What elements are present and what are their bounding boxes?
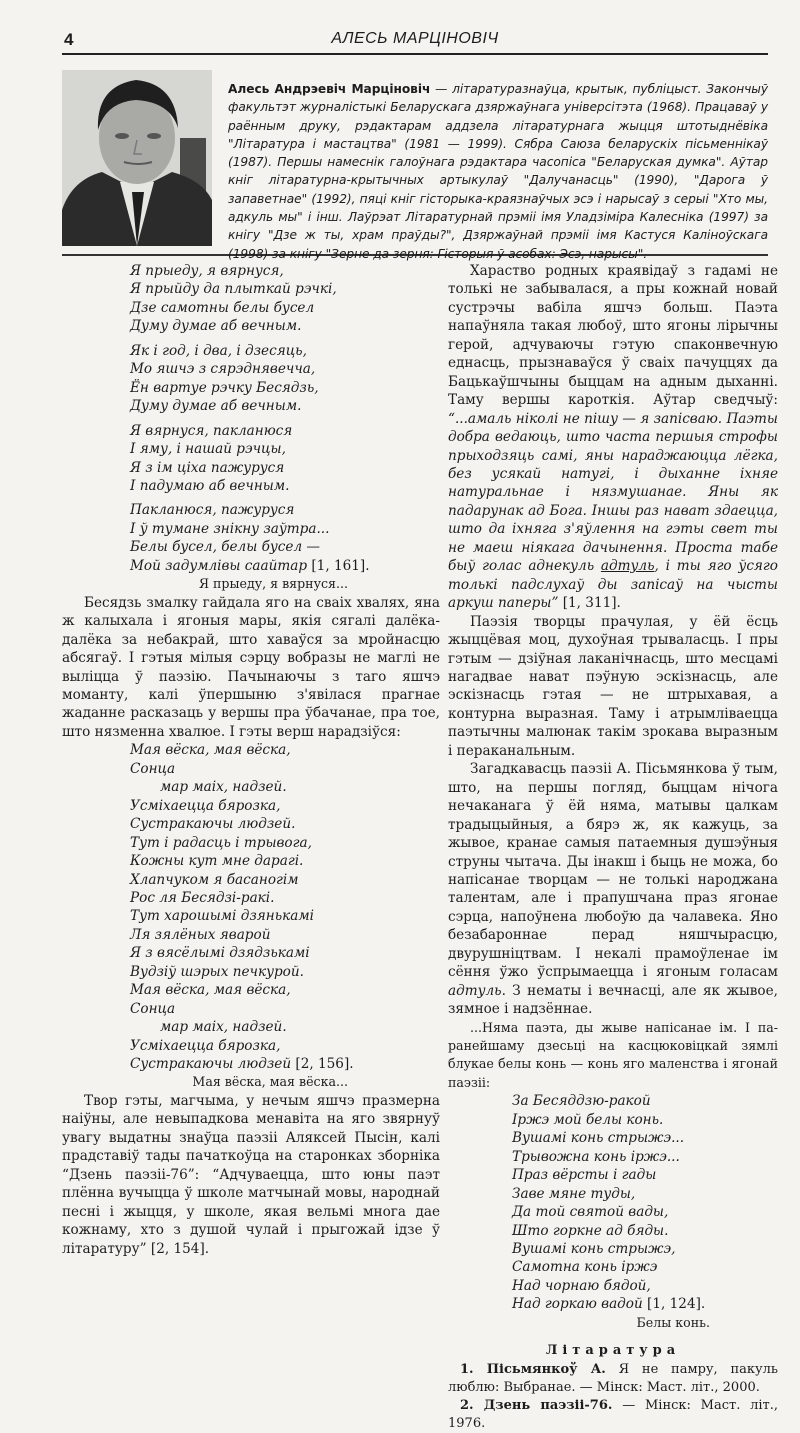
poem-line: Да той святой вады, bbox=[512, 1204, 669, 1221]
poem-line bbox=[512, 1295, 778, 1313]
poem-signature: Белы конь. bbox=[636, 1314, 710, 1330]
poem-line: Праз вёрсты і гады bbox=[512, 1167, 657, 1184]
paragraph-text: Загадкавасць паэзіі А. Пісьмянкова ў тым, што, на першы погляд, быццам нічога нечаканага ў ёй няма, матывы цалкам традыцыйныя, а бярэ ж, як кажуць, за жывое, кранае самыя патаемныя душэўныя струны чытача. Ды інакш і быць не можа, бо напісанае творцам — не толькі народжана талентам, але і прапушчана праз ягонае сэрца, напоўнена любоўю да чалавека. Яно безабароннае перад няшчырасцю, двурушніцтвам. І некалі прамоўленае ім сёння ўжо ўспрымаецца і ягоным голасам bbox=[448, 761, 778, 981]
page-number: 4 bbox=[64, 30, 74, 49]
poem-line: Іржэ мой белы конь. bbox=[512, 1111, 664, 1128]
body-paragraph: Паэзія творцы прачулая, у ёй ёсць жыццёвая моц, духоўная трываласць. І пры гэтым — дзіўная лаканічнасць, што месцамі нагадвае нават пэўную эскізнасць, але эскізнасць гэтая — не штрыхавая, а контурна выразная. Таму і атрымліваецца паэтычны малюнак такім зрокава выразным і пераканальным. bbox=[448, 613, 778, 759]
citation-reference: [1, 124]. bbox=[642, 1296, 706, 1313]
literature-item bbox=[448, 1361, 778, 1397]
poem-line: Сонца bbox=[130, 760, 176, 777]
poem-stanza bbox=[130, 262, 440, 336]
poem-line: Тут і радасць і трывога, bbox=[130, 834, 312, 851]
body-paragraph: ...Няма паэта, ды жыве напісанае ім. І па-ранейшаму дзесьці на касцюковіцкай зямлі блукае белы конь — конь яго маленства і ягонай паэзіі: bbox=[448, 1019, 778, 1090]
poem-maya-vyoska bbox=[62, 741, 440, 1073]
italic-word: адтуль bbox=[448, 982, 502, 999]
poem-line: Самотна конь іржэ bbox=[512, 1259, 658, 1276]
author-bio-description: — літаратуразнаўца, крытык, публіцыст. Закончыў факультэт журналістыкі Беларускага дзяржаўнага універсітэта (1968). Працаваў у раённым друку, рэдактарам аддзела літаратурнага жыцця штотыднёвіка "Літаратура і мастацтва" (1981 — 1999). Сябра Саюза беларускіх пісьменнікаў (1987). Першы намеснік галоўнага рэдактара часопіса "Беларуская думка". Аўтар кніг літаратурна-крытычных артыкулаў "Далучанасць" (1990), "Дарога ў запаветнае" (1992), пяці кніг гісторыка-краязнаўчых эсэ і нарысаў з серыі "Хто мы, адкуль мы" і інш. Лаўрэат Літаратурнай прэміі імя Уладзіміра Калесніка (1997) за кнігу "Дзе ж ты, храм праўды?", Дзяржаўнай прэміі імя Кастуся Каліноўскага (1998) за кнігу "Зерне да зерня: Гісторыя ў асобах: Эсэ, нарысы". bbox=[228, 82, 768, 261]
right-column bbox=[448, 262, 778, 1433]
poem-line: І яму, і нашай рэчцы, bbox=[130, 441, 286, 458]
poem-line: Я прыйду да плыткай рэчкі, bbox=[130, 281, 337, 298]
citation-reference: [1, 161]. bbox=[307, 557, 370, 574]
poem-line bbox=[130, 557, 440, 575]
author-quote-end: , і ты яго ўсяго толькі падслухаў ды запісаў на чысты аркуш паперы” bbox=[448, 558, 778, 612]
poem-line: Мая вёска, мая вёска, bbox=[130, 982, 291, 999]
poem-line: Ён вартуе рэчку Бесядзь, bbox=[130, 379, 319, 396]
poem-line: Думу думае аб вечным. bbox=[130, 318, 302, 335]
portrait-image-icon bbox=[62, 70, 212, 246]
paragraph-text: Хараство родных краявідаў з гадамі не толькі не забывалася, а пры кожнай новай сустрэчы вабіла яшчэ больш. Паэта напаўняла такая любоў, што ягоны лірычны герой, адчуваючы гэтую спаконвечную еднасць, прызнаваўся ў сваіх пачуццях да Бацькаўшчыны быццам на адным дыханні. Таму вершы кароткія. Аўтар сведчыў: bbox=[448, 263, 778, 409]
poem-line: Я з ім ціха пажуруся bbox=[130, 459, 285, 476]
poem-line: Усміхаецца бярозка, bbox=[130, 1037, 281, 1054]
poem-line: Сонца bbox=[130, 1000, 176, 1017]
poem-line: Вудзіў шэрых печкурой. bbox=[130, 963, 304, 980]
underlined-word: адтуль bbox=[600, 558, 655, 575]
literature-details: — Мінск: Маст. літ., 1976. bbox=[448, 1397, 778, 1431]
poem-line: Заве мяне туды, bbox=[512, 1185, 636, 1202]
poem-line: Дзе самотны белы бусел bbox=[130, 299, 315, 316]
poem-line: Усміхаецца бярозка, bbox=[130, 797, 281, 814]
poem-stanza bbox=[130, 342, 440, 416]
poem-line: Вушамі конь стрыжэ... bbox=[512, 1130, 685, 1147]
author-name: Алесь Андрэевіч Марціновіч bbox=[228, 82, 431, 96]
literature-author: 1. Пісьмянкоў А. bbox=[460, 1361, 606, 1377]
poem-line: Мая вёска, мая вёска, bbox=[130, 742, 291, 759]
poem-line: Рос ля Бесядзі-ракі. bbox=[130, 889, 275, 906]
author-bio-text bbox=[228, 80, 768, 263]
poem-line-text: Над горкаю вадой bbox=[512, 1296, 643, 1313]
poem-line: І падумаю аб вечным. bbox=[130, 477, 290, 494]
poem-ya-pryedu bbox=[62, 262, 440, 575]
poem-line: Сустракаючы людзей. bbox=[130, 816, 296, 833]
poem-line: Я вярнуся, пакланюся bbox=[130, 422, 293, 439]
poem-line: Трывожна конь іржэ... bbox=[512, 1148, 680, 1165]
poem-line: Як і год, і два, і дзесяць, bbox=[130, 342, 307, 359]
poem-bely-kon bbox=[448, 1092, 778, 1313]
poem-line: Што горкне ад бяды. bbox=[512, 1222, 669, 1239]
poem-line: Тут харошымі дзянькамі bbox=[130, 908, 314, 925]
poem-line: мар маіх, надзей. bbox=[160, 779, 287, 796]
paragraph-text: . З нематы і вечнасці, але як жывое, зямное і надзённае. bbox=[448, 982, 778, 1018]
poem-line: Мо яшчэ з сярэднявечча, bbox=[130, 361, 316, 378]
poem-line: Вушамі конь стрыжэ, bbox=[512, 1241, 676, 1258]
body-paragraph bbox=[448, 262, 778, 613]
poem-signature: Я прыеду, я вярнуся... bbox=[198, 576, 348, 592]
body-paragraph: Твор гэты, магчыма, у нечым яшчэ празмерна наіўны, але невыпадкова менавіта на яго звярнуў увагу выдатны знаўца паэзіі Аляксей Пысін, калі прадставіў тады пачаткоўца на старонках зборніка “Дзень паэзіі-76”: “Адчуваецца, што юны паэт плённа вучыцца ў школе матчынай мовы, народнай песні і жыцця, у школе, якая вельмі многа дае кожнаму, хто з душой чулай і прыгожай ідзе ў літаратуру” [2, 154]. bbox=[62, 1092, 440, 1257]
poem-line-text: Мой задумлівы саайтар bbox=[130, 557, 308, 574]
citation-reference: [1, 311]. bbox=[558, 595, 621, 612]
poem-line: І ў тумане знікну заўтра... bbox=[130, 520, 330, 537]
author-portrait bbox=[62, 70, 212, 246]
poem-line: Думу думае аб вечным. bbox=[130, 398, 302, 415]
poem-line: Я прыеду, я вярнуся, bbox=[130, 263, 284, 279]
literature-item bbox=[448, 1397, 778, 1433]
poem-line: За Бесяддзю-ракой bbox=[512, 1093, 651, 1110]
poem-line: Над чорнаю бядой, bbox=[512, 1277, 651, 1294]
literature-author: 2. Дзень паэзіі-76. bbox=[460, 1397, 613, 1413]
poem-line: Хлапчуком я басаногім bbox=[130, 871, 299, 888]
author-quote: “...амаль ніколі не пішу — я запісваю. Паэты добра ведаюць, што часта першыя строфы прыходзяць самі, яны нараджаюцца лёгка, без усякай натугі, і дыханне іхняе натуральнае і нязмушанае. Яны як падарунак ад Бога. Іншы раз нават здаецца, што да іхняга з'яўлення на гэты свет ты не маеш ніякага дачынення. Проста табе быў голас аднекуль bbox=[448, 410, 778, 575]
poem-stanza bbox=[130, 501, 440, 575]
poem-line bbox=[130, 1055, 440, 1073]
poem-signature: Мая вёска, мая вёска... bbox=[192, 1074, 348, 1090]
body-paragraph: Бесядзь змалку гайдала яго на сваіх хвалях, яна ж калыхала і ягоныя мары, якія сягалі далёка-далёка за небакрай, што хаваўся за мройнасцю абсягаў. І гэтыя мілыя сэрцу вобразы не маглі не выліцца ў паэзію. Пачынаючы з таго яшчэ моманту, калі ўпершыню з'явілася прагнае жаданне расказаць у вершы пра ўбачанае, пра тое, што нязменна хвалюе. І гэты верш нарадзіўся: bbox=[62, 594, 440, 740]
left-column bbox=[62, 262, 440, 1258]
body-paragraph bbox=[448, 760, 778, 1018]
literature-details: Я не памру, пакуль люблю: Выбранае. — Мінск: Маст. літ., 2000. bbox=[448, 1361, 778, 1395]
poem-line: Кожны кут мне дарагі. bbox=[130, 853, 304, 870]
poem-line: Ля зялёных яварой bbox=[130, 926, 271, 943]
poem-line: Я з вясёлымі дзядзькамі bbox=[130, 945, 310, 962]
poem-line: мар маіх, надзей. bbox=[160, 1019, 287, 1036]
literature-heading: Літаратура bbox=[545, 1343, 681, 1359]
poem-line: Белы бусел, белы бусел — bbox=[130, 539, 321, 556]
running-title: АЛЕСЬ МАРЦІНОВІЧ bbox=[331, 30, 499, 47]
poem-stanza bbox=[130, 422, 440, 496]
poem-line-text: Сустракаючы людзей bbox=[130, 1056, 292, 1073]
citation-reference: [2, 156]. bbox=[291, 1056, 354, 1073]
poem-line: Пакланюся, пажуруся bbox=[130, 502, 295, 519]
page-header bbox=[62, 26, 768, 55]
author-bio-block bbox=[62, 68, 768, 261]
